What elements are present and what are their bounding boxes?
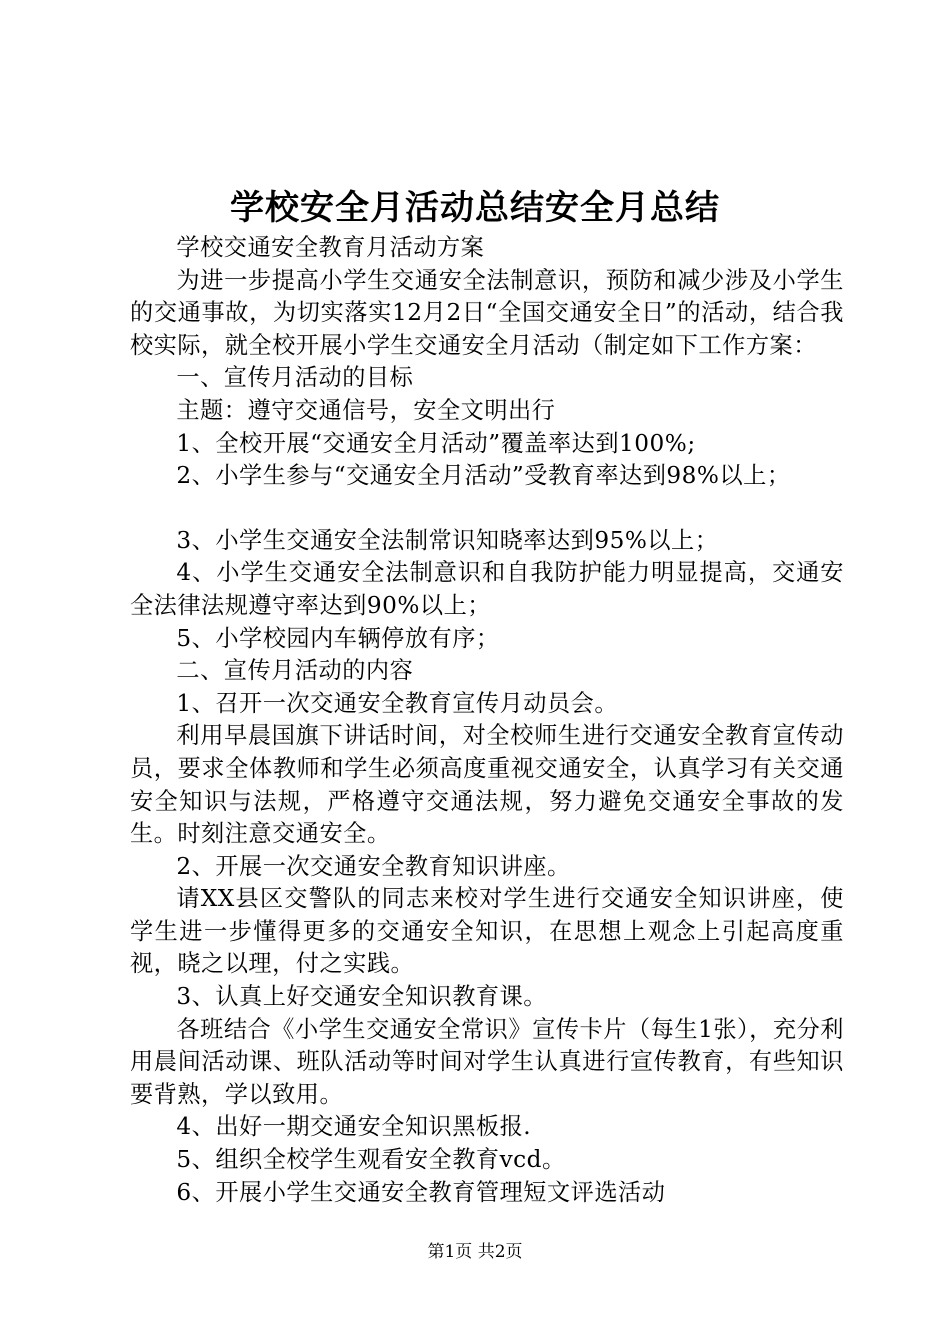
section-heading-goals: 一、宣传月活动的目标 xyxy=(176,364,414,392)
goal-item-5: 5、小学校园内车辆停放有序； xyxy=(176,624,500,652)
content-item-3-detail: 各班结合《小学生交通安全常识》宣传卡片（每生1张），充分利用晨间活动课、班队活动等时间对学生认真进行宣传教育，有些知识要背熟，学以致用。 xyxy=(130,1015,844,1108)
content-item-2: 2、开展一次交通安全教育知识讲座。 xyxy=(176,852,571,880)
content-item-1: 1、召开一次交通安全教育宣传月动员会。 xyxy=(176,689,619,717)
section-heading-content: 二、宣传月活动的内容 xyxy=(176,657,414,685)
paragraph-theme: 主题：遵守交通信号，安全文明出行 xyxy=(176,396,556,424)
goal-item-2: 2、小学生参与“交通安全月活动”受教育率达到98%以上； xyxy=(176,462,791,490)
document-body xyxy=(130,232,844,1209)
page-number-footer: 第1页 共2页 xyxy=(427,1242,523,1262)
document-title: 学校安全月活动总结安全月总结 xyxy=(230,188,720,228)
content-item-5: 5、组织全校学生观看安全教育vcd。 xyxy=(176,1146,566,1174)
goal-item-3: 3、小学生交通安全法制常识知晓率达到95%以上； xyxy=(176,526,719,554)
content-item-6: 6、开展小学生交通安全教育管理短文评选活动 xyxy=(176,1178,666,1206)
goal-item-4: 4、小学生交通安全法制意识和自我防护能力明显提高，交通安全法律法规遵守率达到90%以上； xyxy=(130,559,844,619)
content-item-4: 4、出好一期交通安全知识黑板报. xyxy=(176,1113,532,1141)
paragraph-intro: 为进一步提高小学生交通安全法制意识，预防和减少涉及小学生的交通事故，为切实落实12月2日“全国交通安全日”的活动，结合我校实际，就全校开展小学生交通安全月活动（制定如下工作方案： xyxy=(130,266,844,359)
content-item-2-detail: 请XX县区交警队的同志来校对学生进行交通安全知识讲座，使学生进一步懂得更多的交通安全知识，在思想上观念上引起高度重视，晓之以理，付之实践。 xyxy=(130,885,844,978)
content-item-1-detail: 利用早晨国旗下讲话时间，对全校师生进行交通安全教育宣传动员，要求全体教师和学生必须高度重视交通安全，认真学习有关交通安全知识与法规，严格遵守交通法规，努力避免交通安全事故的发生。时刻注意交通安全。 xyxy=(130,722,844,848)
content-item-3: 3、认真上好交通安全知识教育课。 xyxy=(176,983,547,1011)
paragraph-heading: 学校交通安全教育月活动方案 xyxy=(176,234,485,261)
goal-item-1: 1、全校开展“交通安全月活动”覆盖率达到100%; xyxy=(176,429,696,457)
